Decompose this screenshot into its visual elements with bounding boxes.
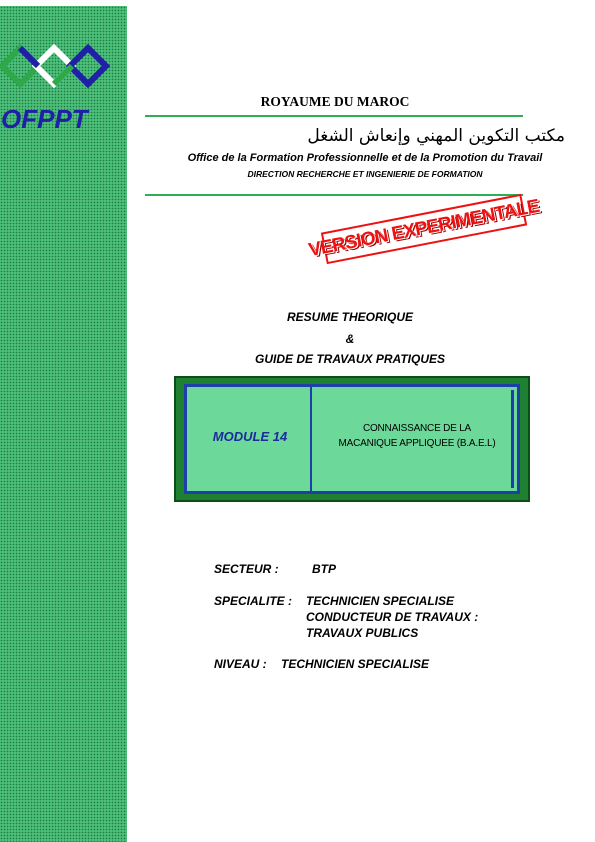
module-divider [310, 387, 312, 491]
resume-theorique-title: RESUME THEORIQUE [286, 310, 413, 324]
office-name: Office de la Formation Professionnelle et de la Promotion du Travail [187, 152, 543, 164]
specialite-line3: TRAVAUX PUBLICS [306, 626, 419, 640]
direction-name: DIRECTION RECHERCHE ET INGENIERIE DE FORMATION [247, 169, 483, 179]
module-number: MODULE 14 [212, 429, 288, 444]
kingdom-title: ROYAUME DU MAROC [260, 94, 410, 109]
niveau-value: TECHNICIEN SPECIALISE [281, 657, 430, 671]
guide-tp-title: GUIDE DE TRAVAUX PRATIQUES [254, 352, 445, 366]
specialite-line1: TECHNICIEN SPECIALISE [306, 594, 455, 608]
specialite-line2: CONDUCTEUR DE TRAVAUX : [306, 610, 479, 624]
module-box [174, 376, 530, 502]
niveau-label: NIVEAU : [214, 657, 267, 671]
arabic-office-name: مكتب التكوين المهني وإنعاش الشغل [307, 126, 565, 146]
ofppt-logo-text: OFPPT [1, 104, 88, 134]
ofppt-logo-icon [0, 36, 110, 96]
secteur-value: BTP [312, 562, 336, 576]
header-divider-top [145, 115, 523, 117]
version-experimentale-stamp: VERSION EXPERIMENTALE [321, 194, 527, 264]
module-title-line1: CONNAISSANCE DE LA [362, 423, 472, 434]
module-title-line2: MACANIQUE APPLIQUEE (B.A.E.L) [338, 438, 496, 449]
module-title [317, 421, 517, 451]
ampersand-title: & [345, 332, 355, 346]
secteur-label: SECTEUR : [214, 562, 279, 576]
header-divider-bottom [145, 194, 523, 196]
module-inner-box [184, 384, 520, 494]
specialite-label: SPECIALITE : [214, 594, 293, 608]
